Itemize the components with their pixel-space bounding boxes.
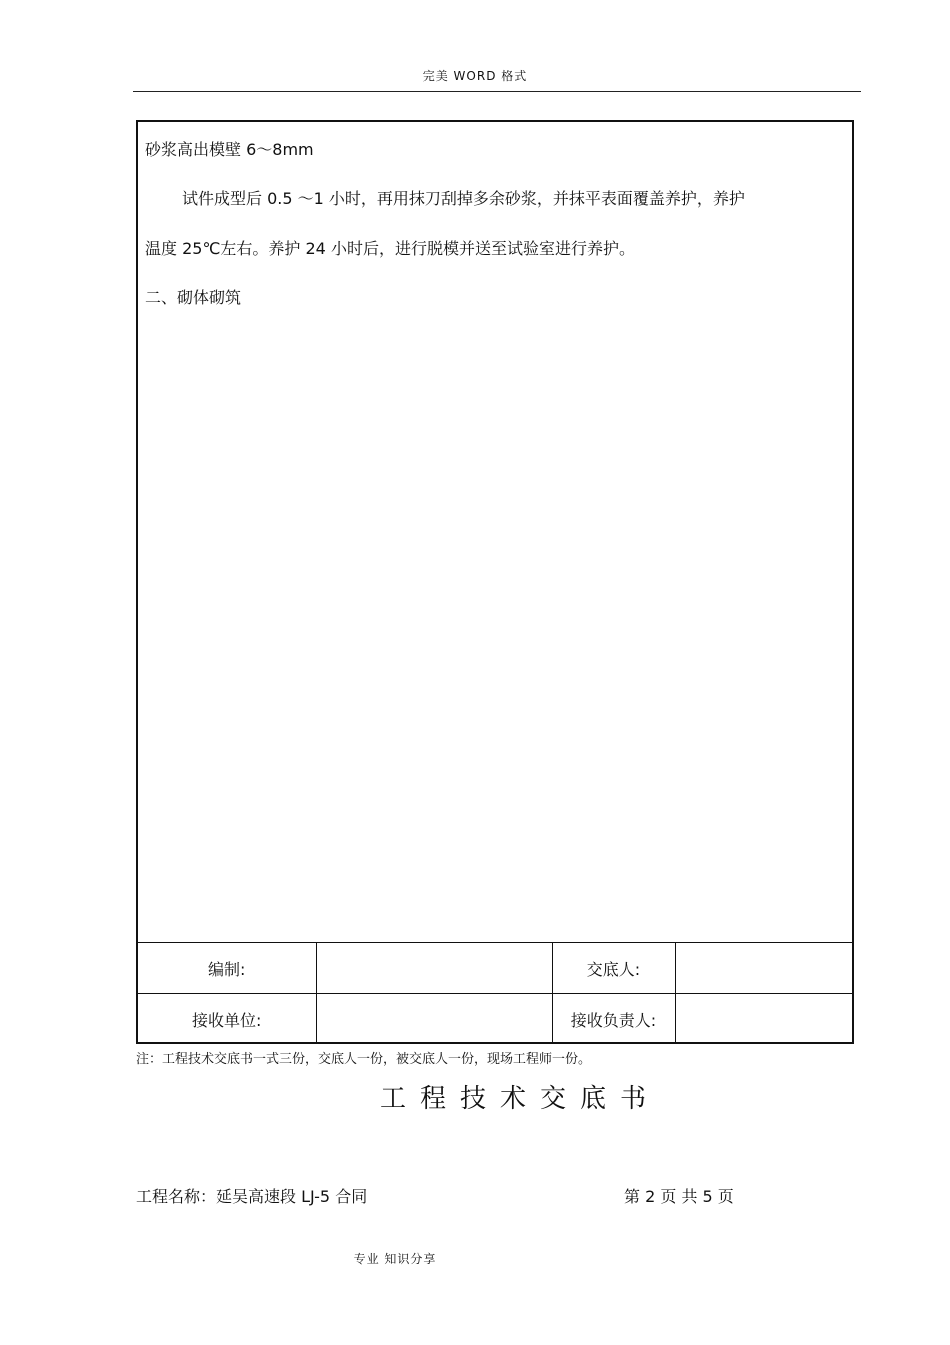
- page-footer: 专业 知识分享: [353, 1252, 437, 1266]
- receiver-person-field[interactable]: [675, 994, 852, 1045]
- project-name: 工程名称：延吴高速段 LJ-5 合同: [136, 1187, 368, 1206]
- document-title: 工程技术交底书: [379, 1084, 660, 1114]
- page-header: 完美 WORD 格式: [422, 69, 528, 83]
- disclosure-content: [138, 122, 852, 942]
- handover-field[interactable]: [675, 943, 852, 994]
- handover-label: 交底人:: [552, 943, 675, 994]
- signature-row-1: [138, 943, 852, 994]
- body-line-1: 砂浆高出模壁 6～8mm: [145, 140, 314, 159]
- page-number: 第 2 页 共 5 页: [624, 1187, 734, 1206]
- compiled-field[interactable]: [316, 943, 552, 994]
- receiver-person-label: 接收负责人:: [552, 994, 675, 1045]
- copies-note: 注：工程技术交底书一式三份，交底人一份，被交底人一份，现场工程师一份。: [136, 1052, 592, 1067]
- disclosure-box: [136, 120, 854, 1044]
- signature-table: [138, 942, 852, 1044]
- body-line-2: 试件成型后 0.5 ～1 小时，再用抹刀刮掉多余砂浆，并抹平表面覆盖养护，养护: [182, 189, 745, 208]
- receiver-unit-label: 接收单位:: [138, 994, 316, 1045]
- header-rule: [133, 91, 861, 92]
- section-heading: 二、砌体砌筑: [145, 288, 242, 307]
- receiver-unit-field[interactable]: [316, 994, 552, 1045]
- body-line-3: 温度 25℃左右。养护 24 小时后，进行脱模并送至试验室进行养护。: [145, 239, 635, 258]
- compiled-label: 编制:: [138, 943, 316, 994]
- signature-row-2: [138, 994, 852, 1045]
